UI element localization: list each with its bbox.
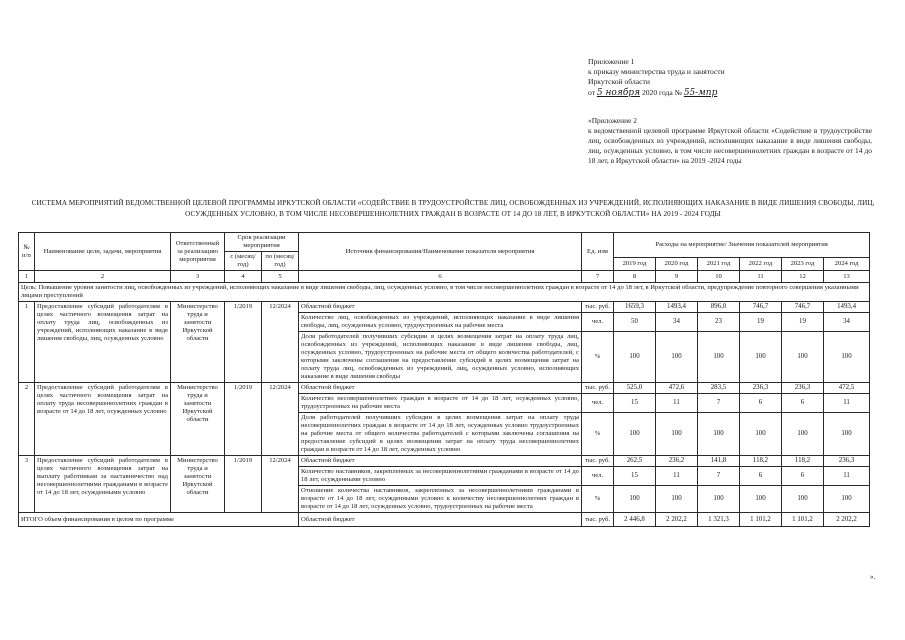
measure-responsible: Министерство труда и занятости Иркутской области [171,302,225,383]
value-cell: 100 [824,332,870,383]
col-index: 4 [225,271,262,283]
total-value: 2 202,2 [824,513,870,527]
col-header-year: 2022 год [740,258,782,271]
total-value: 1 101,2 [782,513,824,527]
total-source: Областной бюджет [299,513,582,527]
col-index: 6 [299,271,582,283]
value-cell: 15 [614,394,656,413]
col-header-period: Срок реализации мероприятия [225,233,299,252]
measure-start: 1/2019 [225,302,262,383]
col-header-name: Наименование цели, задачи, мероприятия [35,233,171,271]
date-year: 2020 года № [641,87,682,97]
value-cell: 100 [740,413,782,456]
value-cell: 19 [740,313,782,332]
measure-name: Предоставление субсидий работодателям в целях частичного возмещения затрат на выплату работникам за наставничество над несовершеннолетними гражданами в возрасте от 14 до 18 лет, осужденными условно [35,456,171,513]
indicator-unit: % [582,486,614,513]
measure-start: 1/2019 [225,383,262,456]
value-cell: 50 [614,313,656,332]
indicator-source: Доля работодателей получивших субсидии в целях возмещения затрат на оплату труда несовершеннолетних граждан в возрасте от 14 до 18 лет, осужденных условно трудоустроенных на рабочие места от общего количества работодателей с которыми заключены соглашения на предоставление субсидий в целях возмещения затрат на оплату труда несовершеннолетних граждан в возрасте от 14 до 18 лет, осужденных условно [299,413,582,456]
col-index: 12 [782,271,824,283]
value-cell: 7 [698,394,740,413]
col-header-unit: Ед. изм [582,233,614,271]
measure-number: 1 [19,302,35,383]
col-header-year: 2024 год [824,258,870,271]
value-cell: 141,8 [698,456,740,467]
indicator-unit: чел. [582,394,614,413]
col-header-costs: Расходы на мероприятие/ Значения показателей мероприятия [614,233,870,258]
value-cell: 34 [656,313,698,332]
measure-name: Предоставление субсидий работодателям в целях частичного возмещения затрат на оплату труда лиц, освобожденных из учреждений, исполняющих наказание в виде лишения свободы, лиц, осужденных условно [35,302,171,383]
value-cell: 100 [614,332,656,383]
total-label: ИТОГО объем финансирования в целом по программе [19,513,299,527]
measure-end: 12/2024 [262,456,299,513]
col-index: 9 [656,271,698,283]
appendix-line-3: Иркутской области [588,77,650,87]
value-cell: 6 [782,394,824,413]
value-cell: 236,2 [656,456,698,467]
value-cell: 283,5 [698,383,740,394]
measure-number: 3 [19,456,35,513]
indicator-source: Областной бюджет [299,456,582,467]
value-cell: 6 [782,467,824,486]
measure-number: 2 [19,383,35,456]
value-cell: 100 [782,413,824,456]
value-cell: 34 [824,313,870,332]
value-cell: 1493,4 [824,302,870,313]
value-cell: 11 [656,394,698,413]
measure-end: 12/2024 [262,302,299,383]
value-cell: 15 [614,467,656,486]
col-index: 5 [262,271,299,283]
value-cell: 118,2 [740,456,782,467]
appendix-2-title: «Приложение 2 [588,116,637,125]
value-cell: 100 [740,486,782,513]
value-cell: 472,6 [656,383,698,394]
total-value: 1 321,3 [698,513,740,527]
value-cell: 118,2 [782,456,824,467]
col-header-year: 2021 год [698,258,740,271]
appendix-date-line [588,88,878,98]
col-index: 11 [740,271,782,283]
measures-table [18,232,870,527]
value-cell: 6 [740,467,782,486]
appendix-2-block [588,116,872,166]
value-cell: 100 [782,486,824,513]
total-value: 2 446,8 [614,513,656,527]
handwritten-date: 5 ноября [596,87,641,98]
col-header-to: по (месяц/ год) [262,252,299,271]
total-value: 1 101,2 [740,513,782,527]
measure-start: 1/2019 [225,456,262,513]
value-cell: 472,5 [824,383,870,394]
value-cell: 11 [656,467,698,486]
value-cell: 262,5 [614,456,656,467]
appendix-2-text: к ведомственной целевой программе Иркутской области «Содействие в трудоустройстве лиц, освобожденных из учреждений, исполняющих наказание в виде лишения свободы, лиц, осужденных условно, в том числе несовершеннолетних граждан в возрасте от 14 до 18 лет, в Иркутской области» на 2019 -2024 годы [588,126,872,165]
value-cell: 236,3 [740,383,782,394]
total-unit: тыс. руб. [582,513,614,527]
value-cell: 100 [824,486,870,513]
col-index: 8 [614,271,656,283]
value-cell: 100 [656,413,698,456]
value-cell: 100 [740,332,782,383]
appendix-line-2: к приказу министерства труда и занятости [588,67,725,77]
date-prefix: от [588,87,596,97]
col-index: 7 [582,271,614,283]
indicator-source: Областной бюджет [299,383,582,394]
appendix-header [588,57,878,98]
indicator-source: Доля работодателей получивших субсидии в целях возмещения затрат на оплату труда лиц, освобожденных из учреждений, исполняющих наказание в виде лишения свободы, лиц, осужденных условно, трудоустроенных на рабочие места от общего количества работодателей, с которыми заключены соглашения на предоставление субсидий в целях возмещения затрат на оплату труда лиц, освобожденных из учреждений, лиц, осужденных условно, исполняющих наказание в виде лишения свободы [299,332,582,383]
value-cell: 525,0 [614,383,656,394]
value-cell: 19 [782,313,824,332]
indicator-unit: % [582,413,614,456]
value-cell: 100 [824,413,870,456]
value-cell: 236,3 [824,456,870,467]
document-title: СИСТЕМА МЕРОПРИЯТИЙ ВЕДОМСТВЕННОЙ ЦЕЛЕВОЙ ПРОГРАММЫ ИРКУТСКОЙ ОБЛАСТИ «СОДЕЙСТВИЕ В ТРУДОУСТРОЙСТВЕ ЛИЦ, ОСВОБОЖДЕННЫХ ИЗ УЧРЕЖДЕНИЙ, ИСПОЛНЯЮЩИХ НАКАЗАНИЕ В ВИДЕ ЛИШЕНИЯ СВОБОДЫ, ЛИЦ, ОСУЖДЕННЫХ УСЛОВНО, В ТОМ ЧИСЛЕ НЕСОВЕРШЕННОЛЕТНИХ ГРАЖДАН В ВОЗРАСТЕ ОТ 14 ДО 18 ЛЕТ, В ИРКУТСКОЙ ОБЛАСТИ» НА 2019 - 2024 ГОДЫ [31,199,875,218]
indicator-source: Областной бюджет [299,302,582,313]
value-cell: 746,7 [740,302,782,313]
indicator-unit: тыс. руб. [582,383,614,394]
handwritten-order-number: 55-мпр [683,87,718,98]
value-cell: 11 [824,467,870,486]
value-cell: 896,0 [698,302,740,313]
indicator-unit: чел. [582,467,614,486]
value-cell: 236,3 [782,383,824,394]
col-index: 10 [698,271,740,283]
col-index: 2 [35,271,171,283]
indicator-unit: тыс. руб. [582,456,614,467]
col-header-year: 2019 год [614,258,656,271]
value-cell: 100 [698,413,740,456]
indicator-unit: % [582,332,614,383]
indicator-unit: тыс. руб. [582,302,614,313]
closing-quote-mark: ». [870,573,876,581]
col-index: 1 [19,271,35,283]
col-index: 3 [171,271,225,283]
col-header-from: с (месяц/ год) [225,252,262,271]
value-cell: 1493,4 [656,302,698,313]
value-cell: 11 [824,394,870,413]
measure-responsible: Министерство труда и занятости Иркутской области [171,383,225,456]
value-cell: 100 [656,486,698,513]
indicator-source: Количество наставников, закрепленных за несовершеннолетними гражданами в возрасте от 14 до 18 лет, осужденными условно [299,467,582,486]
value-cell: 100 [614,486,656,513]
value-cell: 100 [698,486,740,513]
col-header-year: 2023 год [782,258,824,271]
appendix-line-1: Приложение 1 [588,57,635,66]
col-header-num: № п/п [19,233,35,271]
col-header-responsible: Ответственный за реализацию мероприятия [171,233,225,271]
value-cell: 100 [656,332,698,383]
total-value: 2 202,2 [656,513,698,527]
measure-responsible: Министерство труда и занятости Иркутской области [171,456,225,513]
measure-name: Предоставление субсидий работодателям в целях частичного возмещения затрат на оплату труда несовершеннолетних граждан в возрасте от 14 до 18 лет, осужденных условно [35,383,171,456]
value-cell: 746,7 [782,302,824,313]
col-index: 13 [824,271,870,283]
value-cell: 7 [698,467,740,486]
value-cell: 100 [698,332,740,383]
goal-row: Цель: Повышение уровня занятости лиц, освобожденных из учреждений, исполняющих наказание в виде лишения свободы, лиц, осужденных условно, в том числе несовершеннолетних граждан в возрасте от 14 до 18 лет, в Иркутской области, предупреждение повторного совершения указанными лицами преступлений [19,283,870,302]
measure-end: 12/2024 [262,383,299,456]
value-cell: 6 [740,394,782,413]
value-cell: 100 [614,413,656,456]
value-cell: 23 [698,313,740,332]
col-header-source: Источник финансирования/Наименование показателя мероприятия [299,233,582,271]
value-cell: 1659,3 [614,302,656,313]
indicator-unit: чел. [582,313,614,332]
value-cell: 100 [782,332,824,383]
indicator-source: Отношение количества наставников, закрепленных за несовершеннолетними гражданами в возрасте от 14 до 18 лет, осужденными условно к количеству несовершеннолетних граждан в возрасте от 14 до 18 лет, осужденных условно, трудоустроенных на рабочие места [299,486,582,513]
indicator-source: Количество несовершеннолетних граждан в возрасте от 14 до 18 лет, осужденных условно, трудоустроенных на рабочие места [299,394,582,413]
col-header-year: 2020 год [656,258,698,271]
indicator-source: Количество лиц, освобожденных из учреждений, исполняющих наказание в виде лишения свободы, лиц, осужденных условно, трудоустроенных на рабочие места [299,313,582,332]
